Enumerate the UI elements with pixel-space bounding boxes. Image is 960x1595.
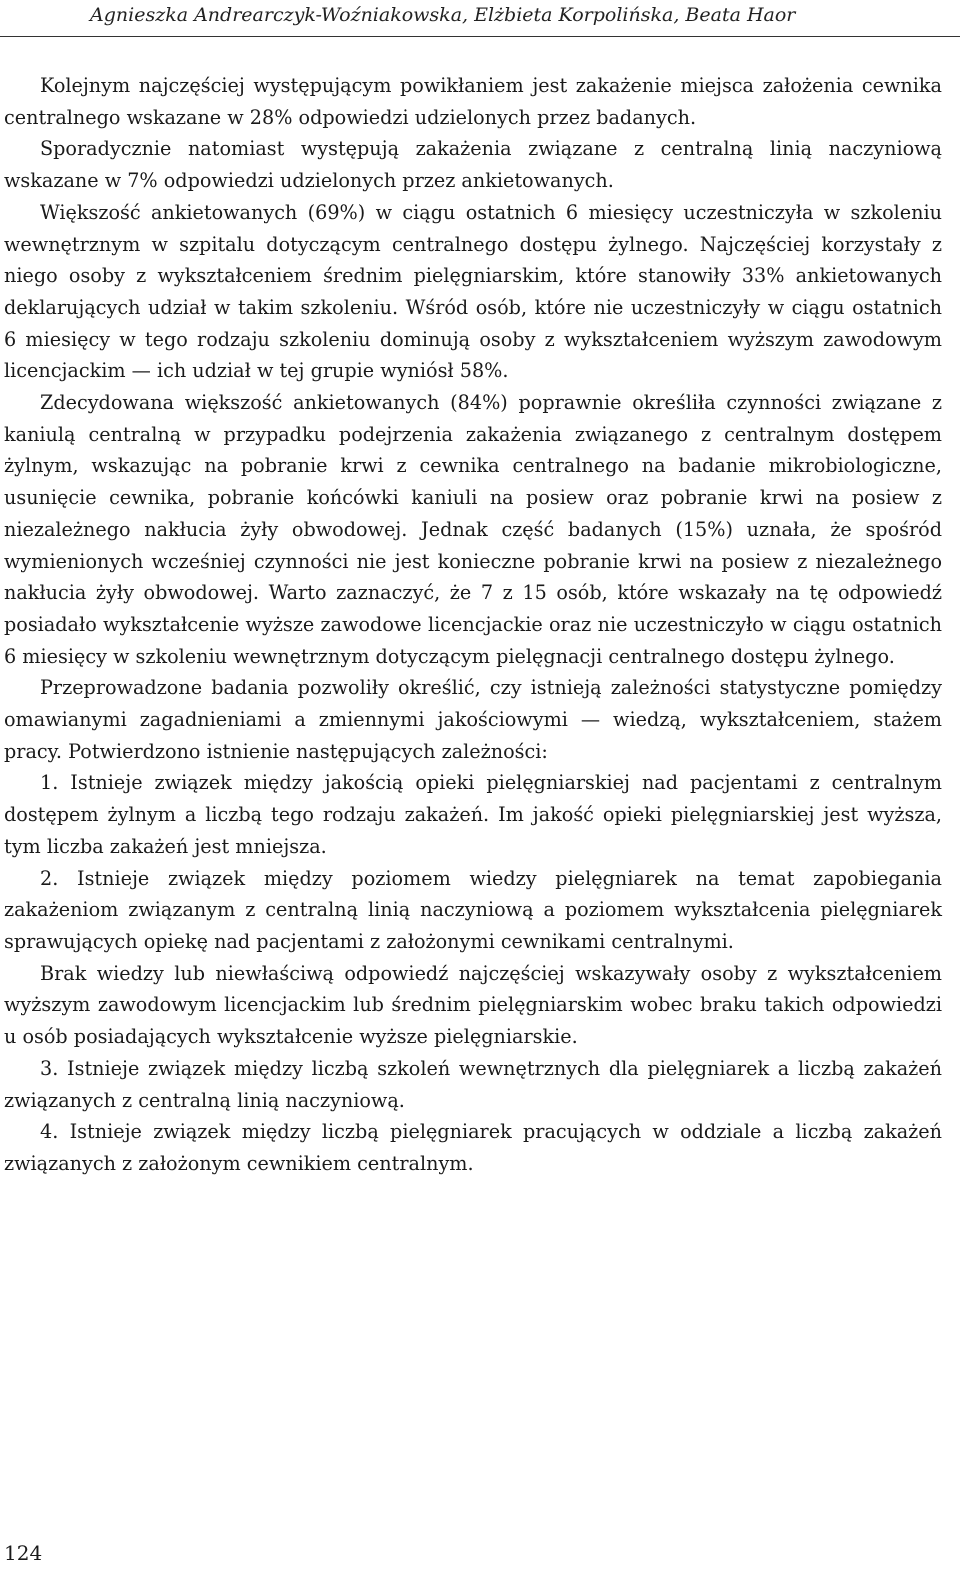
body-text bbox=[4, 70, 942, 1180]
list-item: 3. Istnieje związek między liczbą szkoleń wewnętrznych dla pielęgniarek a liczbą zakażeń związanych z centralną linią naczyniową. bbox=[4, 1056, 942, 1112]
header-rule bbox=[0, 36, 960, 37]
running-header: Agnieszka Andrearczyk-Woźniakowska, Elżbieta Korpolińska, Beata Haor bbox=[90, 4, 796, 26]
paragraph: Brak wiedzy lub niewłaściwą odpowiedź najczęściej wskazywały osoby z wykształceniem wyższym zawodowym licencjackim lub średnim pielęgniarskim wobec braku takich odpowiedzi u osób posiadających wykształcenie wyższe pielęgniarskie. bbox=[4, 961, 942, 1049]
list-item: 1. Istnieje związek między jakością opieki pielęgniarskiej nad pacjentami z centralnym dostępem żylnym a liczbą tego rodzaju zakażeń. Im jakość opieki pielęgniarskiej jest wyższa, tym liczba zakażeń jest mniejsza. bbox=[4, 771, 942, 858]
paragraph: Kolejnym najczęściej występującym powikłaniem jest zakażenie miejsca założenia cewnika centralnego wskazane w 28% odpowiedzi udzielonych przez badanych. bbox=[4, 74, 942, 129]
page-number: 124 bbox=[4, 1541, 43, 1565]
list-item: 2. Istnieje związek między poziomem wiedzy pielęgniarek na temat zapobiegania zakażeniom związanym z centralną linią naczyniową a poziomem wykształcenia pielęgniarek sprawujących opiekę nad pacjentami z założonymi cewnikami centralnymi. bbox=[4, 866, 942, 953]
paragraph: Przeprowadzone badania pozwoliły określić, czy istnieją zależności statystyczne pomiędzy omawianymi zagadnieniami a zmiennymi jakościowymi — wiedzą, wykształceniem, stażem pracy. Potwierdzono istnienie następujących zależności: bbox=[4, 676, 942, 763]
list-item: 4. Istnieje związek między liczbą pielęgniarek pracujących w oddziale a liczbą zakażeń związanych z założonym cewnikiem centralnym. bbox=[4, 1120, 942, 1175]
paragraph: Większość ankietowanych (69%) w ciągu ostatnich 6 miesięcy uczestniczyła w szkoleniu wewnętrznym w szpitalu dotyczącym centralnego dostępu żylnego. Najczęściej korzystały z niego osoby z wykształceniem średnim pielęgniarskim, które stanowiły 33% ankietowanych deklarujących udział w takim szkoleniu. Wśród osób, które nie uczestniczyły w ciągu ostatnich 6 miesięcy w tego rodzaju szkoleniu dominują osoby z wykształceniem wyższym zawodowym licencjackim — ich udział w tej grupie wyniósł 58%. bbox=[4, 200, 942, 383]
paragraph: Sporadycznie natomiast występują zakażenia związane z centralną linią naczyniową wskazane w 7% odpowiedzi udzielonych przez ankietowanych. bbox=[4, 137, 942, 193]
paragraph: Zdecydowana większość ankietowanych (84%) poprawnie określiła czynności związane z kaniulą centralną w przypadku podejrzenia zakażenia związanego z centralnym dostępem żylnym, wskazując na pobranie krwi z cewnika centralnego na badanie mikrobiologiczne, usunięcie cewnika, pobranie końcówki kaniuli na posiew oraz pobranie krwi na posiew z niezależnego nakłucia żyły obwodowej. Jednak część badanych (15%) uznała, że spośród wymienionych wcześniej czynności nie jest konieczne pobranie krwi na posiew z niezależnego nakłucia żyły obwodowej. Warto zaznaczyć, że 7 z 15 osób, które wskazały na tę odpowiedź posiadało wykształcenie wyższe zawodowe licencjackie oraz nie uczestniczyło w ciągu ostatnich 6 miesięcy w szkoleniu wewnętrznym dotyczącym pielęgnacji centralnego dostępu żylnego. bbox=[4, 391, 942, 668]
